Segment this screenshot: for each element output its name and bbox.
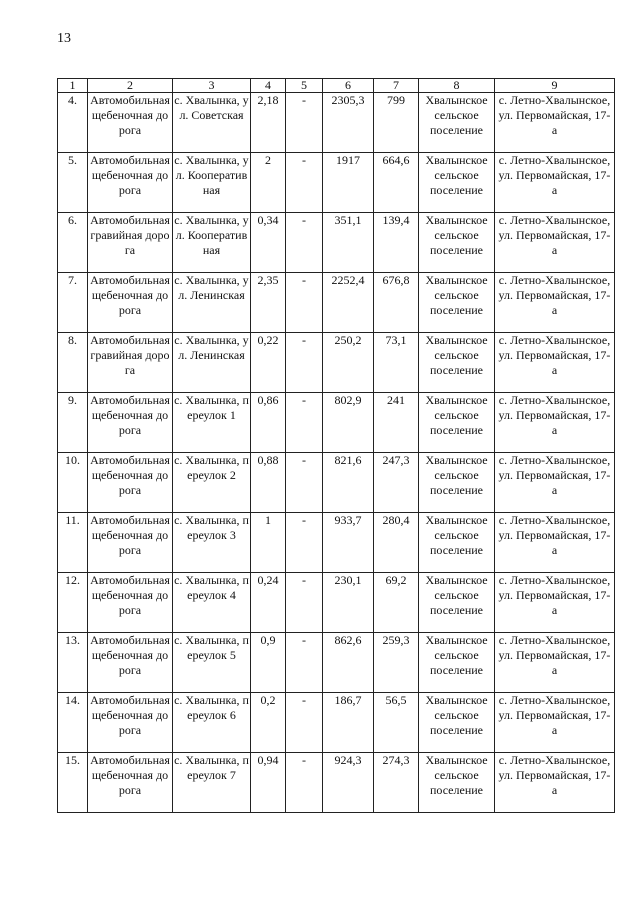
- address-cell: с. Летно-Хвалынское, ул. Первомайская, 17-а: [495, 513, 615, 573]
- row-number-cell: 13.: [58, 633, 88, 693]
- address-cell: с. Летно-Хвалынское, ул. Первомайская, 17-а: [495, 693, 615, 753]
- column-7-cell: 274,3: [374, 753, 419, 813]
- length-km-cell: 0,94: [251, 753, 286, 813]
- settlement-cell: Хвалынское сельское поселение: [419, 753, 495, 813]
- column-6-cell: 924,3: [323, 753, 374, 813]
- settlement-cell: Хвалынское сельское поселение: [419, 513, 495, 573]
- length-km-cell: 0,2: [251, 693, 286, 753]
- header-cell: 2: [88, 79, 173, 93]
- column-6-cell: 351,1: [323, 213, 374, 273]
- road-location-cell: с. Хвалынка, переулок 1: [173, 393, 251, 453]
- length-km-cell: 2,35: [251, 273, 286, 333]
- header-row: [58, 79, 615, 93]
- address-cell: с. Летно-Хвалынское, ул. Первомайская, 17-а: [495, 453, 615, 513]
- column-6-cell: 933,7: [323, 513, 374, 573]
- road-location-cell: с. Хвалынка, ул. Ленинская: [173, 273, 251, 333]
- row-number-cell: 14.: [58, 693, 88, 753]
- roads-table: [57, 78, 615, 813]
- road-type-cell: Автомобильная щебеночная дорога: [88, 693, 173, 753]
- column-7-cell: 799: [374, 93, 419, 153]
- address-cell: с. Летно-Хвалынское, ул. Первомайская, 17-а: [495, 213, 615, 273]
- header-cell: 5: [286, 79, 323, 93]
- settlement-cell: Хвалынское сельское поселение: [419, 333, 495, 393]
- row-number-cell: 5.: [58, 153, 88, 213]
- road-type-cell: Автомобильная щебеночная дорога: [88, 513, 173, 573]
- road-type-cell: Автомобильная щебеночная дорога: [88, 753, 173, 813]
- page-number: 13: [57, 31, 71, 46]
- road-location-cell: с. Хвалынка, переулок 7: [173, 753, 251, 813]
- column-5-cell: -: [286, 333, 323, 393]
- address-cell: с. Летно-Хвалынское, ул. Первомайская, 17-а: [495, 333, 615, 393]
- table-row: [58, 333, 615, 393]
- column-7-cell: 676,8: [374, 273, 419, 333]
- column-6-cell: 2305,3: [323, 93, 374, 153]
- row-number-cell: 15.: [58, 753, 88, 813]
- column-7-cell: 247,3: [374, 453, 419, 513]
- settlement-cell: Хвалынское сельское поселение: [419, 693, 495, 753]
- road-location-cell: с. Хвалынка, переулок 6: [173, 693, 251, 753]
- column-6-cell: 1917: [323, 153, 374, 213]
- column-5-cell: -: [286, 513, 323, 573]
- header-cell: 7: [374, 79, 419, 93]
- length-km-cell: 0,24: [251, 573, 286, 633]
- column-6-cell: 2252,4: [323, 273, 374, 333]
- column-5-cell: -: [286, 393, 323, 453]
- column-7-cell: 259,3: [374, 633, 419, 693]
- table-row: [58, 153, 615, 213]
- header-cell: 9: [495, 79, 615, 93]
- column-5-cell: -: [286, 93, 323, 153]
- settlement-cell: Хвалынское сельское поселение: [419, 453, 495, 513]
- road-type-cell: Автомобильная щебеночная дорога: [88, 153, 173, 213]
- header-cell: 6: [323, 79, 374, 93]
- row-number-cell: 4.: [58, 93, 88, 153]
- table-row: [58, 213, 615, 273]
- table-row: [58, 453, 615, 513]
- column-7-cell: 56,5: [374, 693, 419, 753]
- column-5-cell: -: [286, 573, 323, 633]
- length-km-cell: 0,22: [251, 333, 286, 393]
- header-cell: 1: [58, 79, 88, 93]
- address-cell: с. Летно-Хвалынское, ул. Первомайская, 17-а: [495, 273, 615, 333]
- header-cell: 4: [251, 79, 286, 93]
- road-location-cell: с. Хвалынка, ул. Кооперативная: [173, 153, 251, 213]
- table-row: [58, 633, 615, 693]
- column-6-cell: 230,1: [323, 573, 374, 633]
- column-6-cell: 862,6: [323, 633, 374, 693]
- column-7-cell: 280,4: [374, 513, 419, 573]
- road-type-cell: Автомобильная щебеночная дорога: [88, 273, 173, 333]
- column-6-cell: 186,7: [323, 693, 374, 753]
- row-number-cell: 9.: [58, 393, 88, 453]
- table-row: [58, 93, 615, 153]
- length-km-cell: 0,86: [251, 393, 286, 453]
- table-row: [58, 393, 615, 453]
- road-location-cell: с. Хвалынка, переулок 2: [173, 453, 251, 513]
- address-cell: с. Летно-Хвалынское, ул. Первомайская, 17-а: [495, 153, 615, 213]
- column-6-cell: 821,6: [323, 453, 374, 513]
- row-number-cell: 10.: [58, 453, 88, 513]
- road-type-cell: Автомобильная щебеночная дорога: [88, 93, 173, 153]
- column-6-cell: 802,9: [323, 393, 374, 453]
- row-number-cell: 7.: [58, 273, 88, 333]
- settlement-cell: Хвалынское сельское поселение: [419, 93, 495, 153]
- length-km-cell: 2,18: [251, 93, 286, 153]
- column-7-cell: 69,2: [374, 573, 419, 633]
- address-cell: с. Летно-Хвалынское, ул. Первомайская, 17-а: [495, 633, 615, 693]
- table-row: [58, 753, 615, 813]
- road-location-cell: с. Хвалынка, переулок 5: [173, 633, 251, 693]
- row-number-cell: 12.: [58, 573, 88, 633]
- table-row: [58, 693, 615, 753]
- column-5-cell: -: [286, 213, 323, 273]
- column-5-cell: -: [286, 273, 323, 333]
- table-row: [58, 513, 615, 573]
- settlement-cell: Хвалынское сельское поселение: [419, 213, 495, 273]
- table-header: [58, 79, 615, 93]
- road-location-cell: с. Хвалынка, ул. Кооперативная: [173, 213, 251, 273]
- column-7-cell: 241: [374, 393, 419, 453]
- address-cell: с. Летно-Хвалынское, ул. Первомайская, 17-а: [495, 393, 615, 453]
- column-5-cell: -: [286, 753, 323, 813]
- length-km-cell: 0,88: [251, 453, 286, 513]
- row-number-cell: 6.: [58, 213, 88, 273]
- road-location-cell: с. Хвалынка, переулок 4: [173, 573, 251, 633]
- road-location-cell: с. Хвалынка, переулок 3: [173, 513, 251, 573]
- settlement-cell: Хвалынское сельское поселение: [419, 573, 495, 633]
- column-5-cell: -: [286, 693, 323, 753]
- header-cell: 8: [419, 79, 495, 93]
- road-type-cell: Автомобильная щебеночная дорога: [88, 393, 173, 453]
- length-km-cell: 0,34: [251, 213, 286, 273]
- column-5-cell: -: [286, 633, 323, 693]
- length-km-cell: 0,9: [251, 633, 286, 693]
- road-type-cell: Автомобильная гравийная дорога: [88, 213, 173, 273]
- road-location-cell: с. Хвалынка, ул. Ленинская: [173, 333, 251, 393]
- settlement-cell: Хвалынское сельское поселение: [419, 393, 495, 453]
- road-type-cell: Автомобильная щебеночная дорога: [88, 573, 173, 633]
- address-cell: с. Летно-Хвалынское, ул. Первомайская, 17-а: [495, 753, 615, 813]
- road-location-cell: с. Хвалынка, ул. Советская: [173, 93, 251, 153]
- address-cell: с. Летно-Хвалынское, ул. Первомайская, 17-а: [495, 573, 615, 633]
- length-km-cell: 1: [251, 513, 286, 573]
- table-row: [58, 273, 615, 333]
- column-7-cell: 664,6: [374, 153, 419, 213]
- road-type-cell: Автомобильная щебеночная дорога: [88, 453, 173, 513]
- column-6-cell: 250,2: [323, 333, 374, 393]
- table-body: [58, 93, 615, 813]
- length-km-cell: 2: [251, 153, 286, 213]
- settlement-cell: Хвалынское сельское поселение: [419, 153, 495, 213]
- address-cell: с. Летно-Хвалынское, ул. Первомайская, 17-а: [495, 93, 615, 153]
- settlement-cell: Хвалынское сельское поселение: [419, 633, 495, 693]
- column-5-cell: -: [286, 453, 323, 513]
- road-type-cell: Автомобильная гравийная дорога: [88, 333, 173, 393]
- road-type-cell: Автомобильная щебеночная дорога: [88, 633, 173, 693]
- header-cell: 3: [173, 79, 251, 93]
- column-7-cell: 73,1: [374, 333, 419, 393]
- column-5-cell: -: [286, 153, 323, 213]
- settlement-cell: Хвалынское сельское поселение: [419, 273, 495, 333]
- column-7-cell: 139,4: [374, 213, 419, 273]
- row-number-cell: 11.: [58, 513, 88, 573]
- row-number-cell: 8.: [58, 333, 88, 393]
- table-row: [58, 573, 615, 633]
